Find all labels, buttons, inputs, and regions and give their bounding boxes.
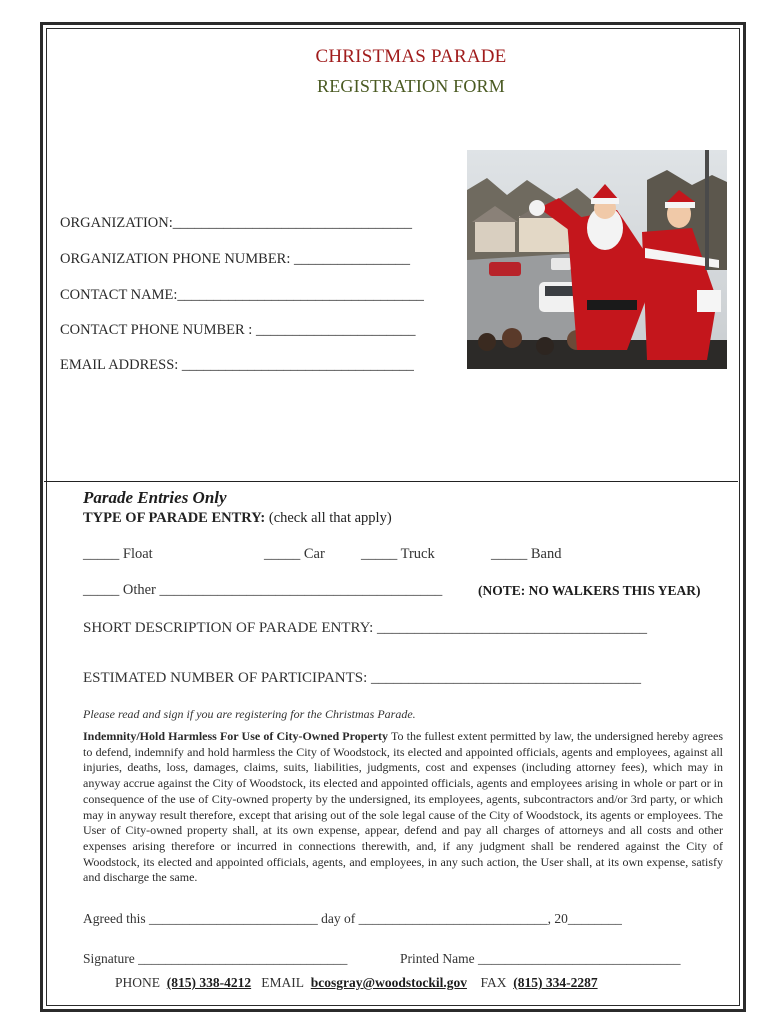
option-float[interactable]: _____ Float [83, 546, 153, 562]
email-label: EMAIL [261, 975, 305, 990]
organization-phone-field[interactable]: ORGANIZATION PHONE NUMBER: ________________ [60, 251, 411, 267]
email-address-field[interactable]: EMAIL ADDRESS: ________________________________ [60, 357, 414, 373]
organization-field[interactable]: ORGANIZATION:_________________________________ [60, 215, 413, 231]
option-car[interactable]: _____ Car [264, 546, 325, 562]
parade-entries-heading: Parade Entries Only [83, 488, 227, 507]
signature-field[interactable]: Signature _______________________________ [83, 951, 348, 966]
contact-name-field[interactable]: CONTACT NAME:__________________________________ [60, 287, 424, 303]
santa-parade-photo [467, 150, 727, 369]
printed-name-field[interactable]: Printed Name ______________________________ [400, 951, 681, 966]
participants-field[interactable]: ESTIMATED NUMBER OF PARTICIPANTS: ____________________________________ [83, 670, 642, 686]
entry-type-line [83, 510, 392, 527]
form-title: CHRISTMAS PARADE [315, 46, 507, 67]
option-truck[interactable]: _____ Truck [361, 546, 435, 562]
contact-footer [115, 975, 598, 991]
phone-link[interactable]: (815) 338-4212 [166, 975, 252, 990]
entry-type-label: TYPE OF PARADE ENTRY: [83, 510, 266, 526]
fax-link[interactable]: (815) 334-2287 [513, 975, 598, 990]
no-walkers-note: (NOTE: NO WALKERS THIS YEAR) [478, 583, 701, 598]
contact-phone-field[interactable]: CONTACT PHONE NUMBER : ______________________ [60, 322, 416, 338]
sign-instruction: Please read and sign if you are registering for the Christmas Parade. [83, 707, 416, 721]
agreed-date-line[interactable]: Agreed this _________________________ day of ____________________________, 20________ [83, 911, 622, 926]
option-other[interactable]: _____ Other _______________________________________ [83, 582, 443, 598]
indemnity-body: To the fullest extent permitted by law, the undersigned hereby agrees to defend, indemnify and hold harmless the City of Woodstock, its elected and appointed officials, agents and employees, against all injuries, deaths, loss, damages, claims, suits, liabilities, judgments, cost and expenses (including attorney fees), which may in anyway accrue against the City of Woodstock, its elected and appointed officials, agents and employees arising in whole or part or in consequence of the use of City-owned property by the undersigned, its employees, agents, subcontractors and/or 3rd party, or which may in anyway result therefore, except that arising out of the sole legal cause of the City of Woodstock, its agents or employees. The User of City-owned property shall, at its own expense, appear, defend and pay all charges of attorneys and all costs and other expenses arising therefore or incurred in connections therewith, and, if any judgment shall be rendered against the City of Woodstock, its elected and appointed officials, agents, and employees, in any such action, the User shall, at its own expense, satisfy and discharge the same. [83, 729, 724, 885]
fax-label: FAX [480, 975, 507, 990]
email-link[interactable]: bcosgray@woodstockil.gov [310, 975, 467, 990]
indemnity-paragraph [83, 729, 723, 886]
entry-description-field[interactable]: SHORT DESCRIPTION OF PARADE ENTRY: ____________________________________ [83, 620, 648, 636]
section-divider [44, 481, 738, 482]
indemnity-lead: Indemnity/Hold Harmless For Use of City-Owned Property [83, 729, 389, 743]
option-band[interactable]: _____ Band [491, 546, 562, 562]
entry-type-hint: (check all that apply) [268, 510, 392, 526]
form-subtitle: REGISTRATION FORM [317, 76, 505, 96]
phone-label: PHONE [115, 975, 161, 990]
